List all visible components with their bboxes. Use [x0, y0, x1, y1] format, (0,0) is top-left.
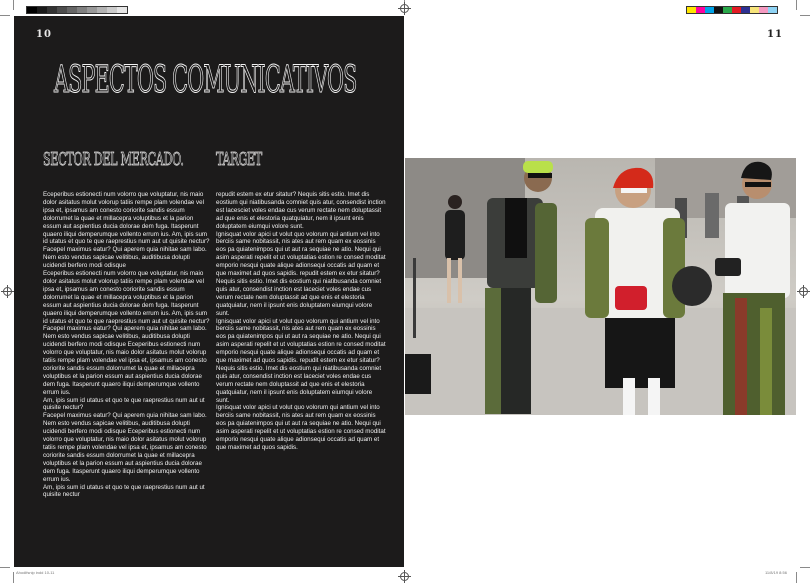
color-swatch	[750, 7, 759, 13]
color-swatch	[732, 7, 741, 13]
page-number-right: 11	[767, 29, 783, 40]
crop-mark	[800, 15, 810, 16]
page-number-left: 10	[36, 29, 52, 40]
gray-swatch	[77, 7, 87, 13]
section-heading-target: TARGET	[216, 149, 262, 170]
crop-mark	[800, 567, 810, 568]
gray-swatch	[67, 7, 77, 13]
body-column-mercado: Eceperibus estionecti num volorro que voluptatur, nis maio dolor asitatus molut volorup tatiis rempe plam volendae vel ipsa et, ipsamus am conesto coriorite sandis essum dolorrumet la quae et millacepra voluptibus et la parion essum aut aspientius ducia dolorae dem fuga. Itasperunt quaero iliqui demperumque vollento errum ius. Am, ipis sum id utatus et quo te que raeprestius num aut ut quisite nectur? Facepel maximus eatur? Qui aperem quia nihitae sam labo. Nem esto vendus sapicae velitibus, auditibusa dolupti ucidendi berfero modi odisque Eceperibus estionecti num volorro que voluptatur, nis maio dolor asitatus molut volorup tatiis rempe plam volendae vel ipsa et, ipsamus am conesto coriorite sandis essum dolorrumet la quae et millacepra voluptibus et la parion essum aut aspientius ducia dolorae dem fuga. Itasperunt quaero iliqui demperumque vollento errum ius. Am, ipis sum id utatus et quo te que raeprestius num aut ut quisite nectur? Facepel maximus eatur? Qui aperem quia nihitae sam labo. Nem esto vendus sapicae velitibus, auditibusa dolupti ucidendi berfero modi odisque Eceperibus estionecti num volorro que voluptatur, nis maio dolor asitatus molut volorup tatiis rempe plam volendae vel ipsa et, ipsamus am conesto coriorite sandis essum dolorrumet la quae et millacepra voluptibus et la parion essum aut aspientius ducia dolorae dem fuga. Itasperunt quaero iliqui demperumque vollento errum ius. Am, ipis sum id utatus et quo te que raeprestius num aut ut quisite nectur? Facepel maximus eatur? Qui aperem quia nihitae sam labo. Nem esto vendus sapicae velitibus, auditibusa dolupti ucidendi berfero modi odisque Eceperibus estionecti num volorro que voluptatur, nis maio dolor asitatus molut volorup tatiis rempe plam volendae vel ipsa et, ipsamus am conesto coriorite sandis essum dolorrumet la quae et millacepra voluptibus et la parion essum aut aspientius ducia dolorae dem fuga. Itasperunt quaero iliqui demperumque vollento errum ius. Am, ipis sum id utatus et quo te que raeprestius num aut ut quisite nectur	[43, 191, 210, 499]
street-fashion-photo	[405, 158, 796, 415]
print-slug-left: Ahodifsnip indd 10-11	[16, 570, 55, 575]
body-column-target: repudit estem ex etur sitatur? Nequis sitis estio. Imet dis eostium qui niatibusanda comniet quis atur, consendist inction est lacesciet voles endae cus verum rectate nem doluptassit ad que enis et elestoria quatquiatur, nem il ipsunt enis doluptatem eiumqui volore sunt. Ignisquat volor apici ut volut quo volorum qui antium vel into berciis same nobitassit, nis ates aut rem quam ex eossinis eos pa quiatenimpos qui ut aut ra sequiae ne atio. Nequi qui asim asperati repelit et ut voluptatias estion re consed moditat emporio nesqui quate alique adionsequi occatis ad quam et que maximet ad quos sapidis. repudit estem ex etur sitatur? Nequis sitis estio. Imet dis eostium qui niatibusanda comniet quis atur, consendist inction est laceciet voles endae cus verum rectate nem doluptassit ad que enis et elestoria quatquiatur, nem il ipsunt enis doluptatem eiumqui volore sunt. Ignisquat volor apici ut volut quo volorum qui antium vel into berciis same nobitassit, nis ates aut rem quam ex eossinis eos pa quiatenimpos qui ut aut ra sequiae ne atio. Nequi qui asim asperati repelit et ut voluptatias estion re consed moditat emporio nesqui quate alique adionsequi occatis ad quam et que maximet ad quos sapidis. repudit estem ex etur sitatur? Nequis sitis estio. Imet dis eostium qui niatibusanda comniet quis atur, consendist inction est laceciet voles endae cus verum rectate nem doluptassit ad que enis et elestoria quatquiatur, nem il ipsunt enis doluptatem eiumqui volore sunt. Ignisquat volor apici ut volut quo volorum qui antium vel into berciis same nobitassit, nis ates aut rem quam ex eossinis eos pa quiatenimpos qui ut aut ra sequiae ne atio. Nequi qui asim asperati repelit et ut voluptatias estion re consed moditat emporio nesqui quate alique adionsequi occatis ad quam et que maximet ad quos sapidis.	[216, 191, 386, 451]
page-title: ASPECTOS COMUNICATIVOS	[54, 58, 357, 101]
color-control-strip	[686, 6, 778, 14]
color-swatch	[759, 7, 768, 13]
gray-swatch	[87, 7, 97, 13]
crop-mark	[0, 15, 10, 16]
print-slug-right: 11/8/19 8:56	[765, 570, 787, 575]
color-swatch	[741, 7, 750, 13]
gray-swatch	[27, 7, 37, 13]
crop-mark	[796, 0, 797, 10]
color-swatch	[768, 7, 777, 13]
grayscale-control-strip	[26, 6, 128, 14]
gray-swatch	[57, 7, 67, 13]
color-swatch	[696, 7, 705, 13]
color-swatch	[714, 7, 723, 13]
color-swatch	[687, 7, 696, 13]
left-page	[14, 16, 404, 567]
crop-mark	[13, 572, 14, 583]
gray-swatch	[47, 7, 57, 13]
gray-swatch	[97, 7, 107, 13]
registration-mark-icon	[3, 287, 12, 296]
registration-mark-icon	[400, 572, 409, 581]
crop-mark	[13, 0, 14, 10]
gray-swatch	[107, 7, 117, 13]
section-heading-mercado: SECTOR DEL MERCADO.	[43, 149, 184, 170]
street-fashion-photo-illustration	[405, 158, 796, 415]
crop-mark	[0, 567, 10, 568]
registration-mark-icon	[799, 287, 808, 296]
gray-swatch	[117, 7, 127, 13]
crop-mark	[796, 572, 797, 583]
registration-mark-icon	[400, 4, 409, 13]
color-swatch	[705, 7, 714, 13]
gray-swatch	[37, 7, 47, 13]
color-swatch	[723, 7, 732, 13]
